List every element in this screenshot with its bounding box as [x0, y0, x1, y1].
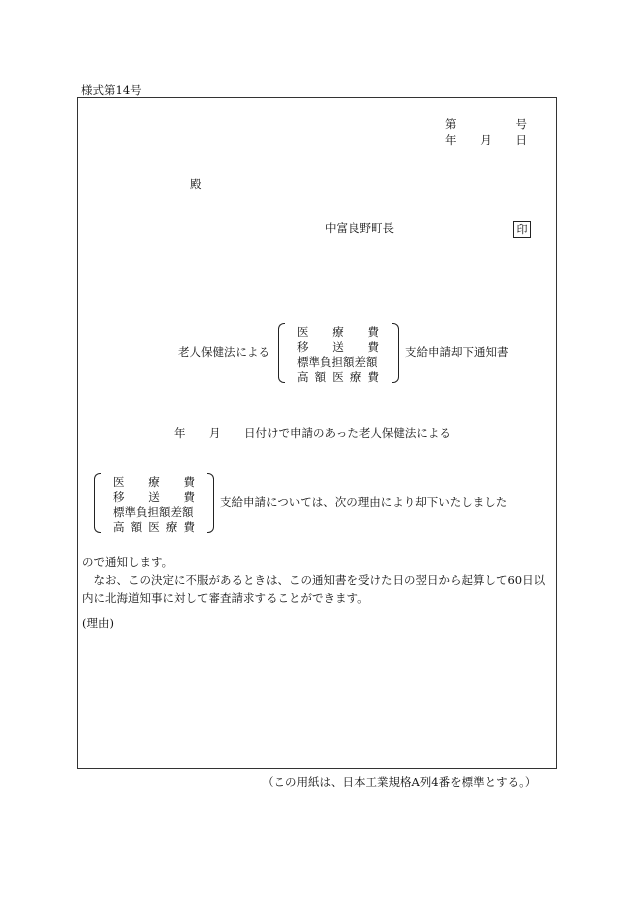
body-left-bracket	[94, 473, 101, 533]
notice-paragraph: ので通知します。	[82, 555, 174, 569]
title-option-2: 移 送 費	[297, 340, 379, 354]
title-right-bracket	[392, 323, 399, 383]
form-number: 様式第14号	[81, 83, 142, 97]
document-date-line	[445, 132, 527, 148]
application-date-month: 月	[209, 426, 221, 440]
date-year: 年	[445, 133, 457, 147]
body-option-2: 移 送 費	[113, 490, 195, 504]
application-date-text: 日付けで申請のあった老人保健法による	[244, 426, 451, 440]
title-option-4: 高 額 医 療 費	[297, 370, 379, 384]
number-suffix: 号	[515, 117, 527, 131]
issuer-name: 中富良野町長	[325, 221, 394, 235]
document-number-line	[445, 116, 527, 132]
title-left-bracket	[278, 323, 285, 383]
footer-note: （この用紙は、日本工業規格A列4番を標準とする。）	[262, 775, 537, 789]
addressee-suffix: 殿	[190, 177, 202, 191]
body-suffix: 支給申請については、次の理由により却下いたしました	[220, 495, 508, 509]
date-day: 日	[515, 133, 527, 147]
body-option-3: 標準負担額差額	[113, 505, 194, 519]
title-prefix: 老人保健法による	[178, 345, 270, 359]
title-suffix: 支給申請却下通知書	[405, 345, 509, 359]
body-option-1: 医 療 費	[113, 475, 195, 489]
title-option-1: 医 療 費	[297, 325, 379, 339]
number-prefix: 第	[445, 117, 457, 131]
appeal-paragraph: なお、この決定に不服があるときは、この通知書を受けた日の翌日から起算して60日以内に北海道知事に対して審査請求することができます。	[82, 573, 546, 605]
body-option-4: 高 額 医 療 費	[113, 520, 195, 534]
reason-label: (理由)	[82, 616, 114, 630]
date-month: 月	[480, 133, 492, 147]
body-right-bracket	[207, 473, 214, 533]
application-date-year: 年	[174, 426, 186, 440]
title-option-3: 標準負担額差額	[297, 355, 378, 369]
seal-mark: 印	[513, 221, 531, 238]
